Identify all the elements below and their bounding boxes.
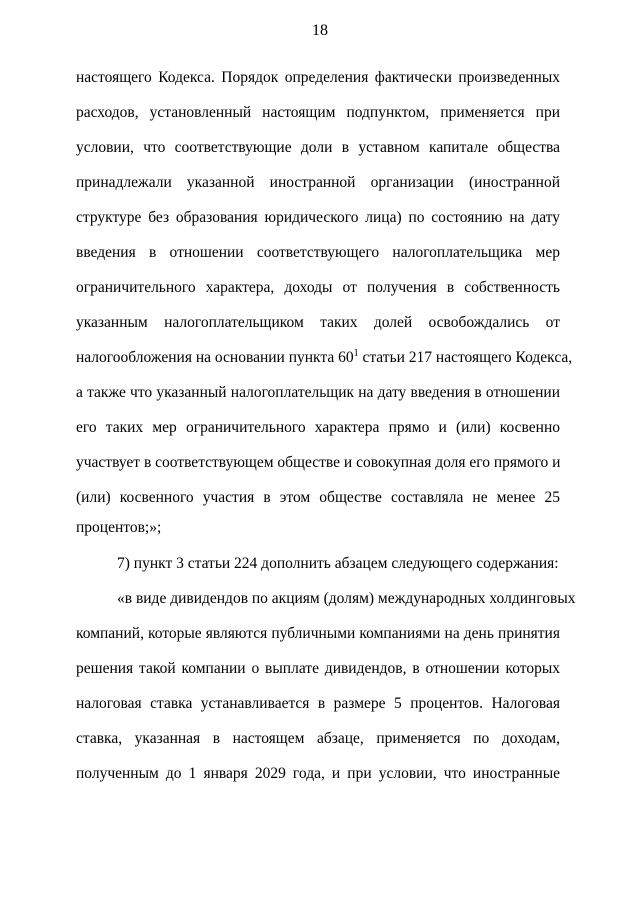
text-line: налоговая ставка устанавливается в размере 5 процентов. Налоговая: [76, 695, 560, 712]
page-number: 18: [312, 22, 328, 39]
text-line: «в виде дивидендов по акциям (долям) международных холдинговых: [117, 590, 576, 607]
text-line: условии, что соответствующие доли в уставном капитале общества: [76, 139, 560, 156]
text-line: процентов;»;: [76, 519, 162, 536]
text-line: введения в отношении соответствующего налогоплательщика мер: [76, 244, 560, 261]
text-line: участвует в соответствующем обществе и совокупная доля его прямого и: [76, 454, 561, 471]
text-segment: налогообложения на основании пункта 60: [76, 349, 354, 366]
text-line: 7) пункт 3 статьи 224 дополнить абзацем следующего содержания:: [117, 555, 559, 572]
text-segment: статьи 217 настоящего Кодекса,: [358, 349, 573, 366]
text-line: ставка, указанная в настоящем абзаце, применяется по доходам,: [76, 730, 560, 747]
text-line: компаний, которые являются публичными компаниями на день принятия: [76, 625, 560, 642]
text-line: указанным налогоплательщиком таких долей освобождались от: [76, 314, 560, 331]
text-line-with-superscript: [76, 347, 573, 369]
text-line: а также что указанный налогоплательщик на дату введения в отношении: [76, 384, 560, 401]
text-line: решения такой компании о выплате дивидендов, в отношении которых: [76, 660, 560, 677]
text-line: ограничительного характера, доходы от получения в собственность: [76, 279, 560, 296]
text-line: полученным до 1 января 2029 года, и при условии, что иностранные: [76, 765, 560, 782]
text-line: настоящего Кодекса. Порядок определения фактически произведенных: [76, 69, 560, 86]
text-line: его таких мер ограничительного характера прямо и (или) косвенно: [76, 419, 560, 436]
text-line: расходов, установленный настоящим подпунктом, применяется при: [76, 104, 560, 121]
text-line: принадлежали указанной иностранной организации (иностранной: [76, 174, 560, 191]
superscript: 1: [353, 348, 359, 359]
text-line: структуре без образования юридического лица) по состоянию на дату: [76, 209, 560, 226]
text-line: (или) косвенного участия в этом обществе составляла не менее 25: [76, 489, 560, 506]
